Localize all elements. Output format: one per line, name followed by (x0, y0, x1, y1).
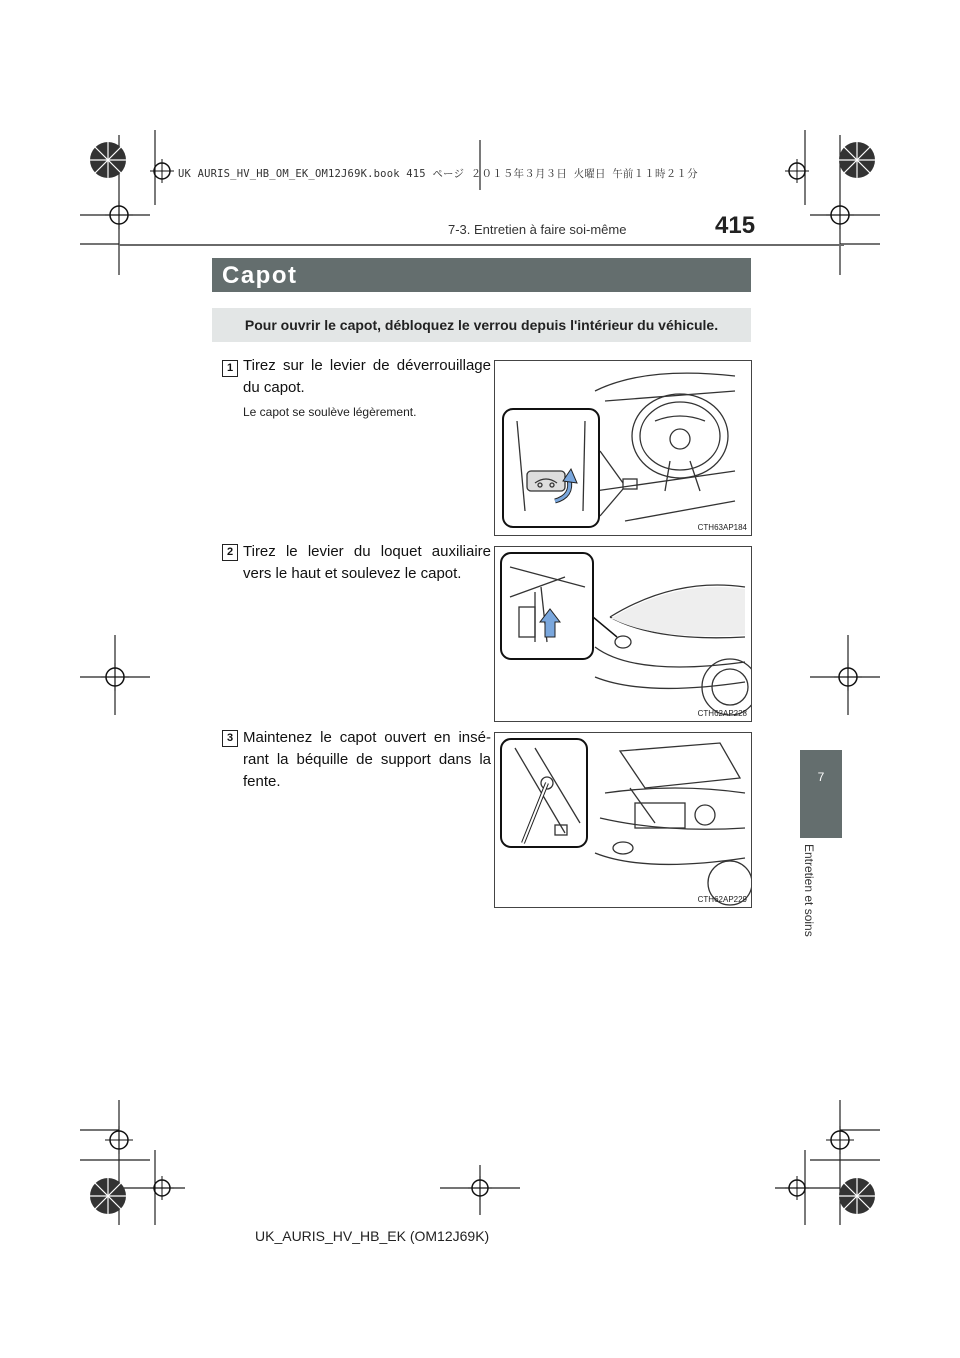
auxiliary-latch-illustration (495, 547, 751, 721)
chapter-label-text: Entretien et soins (802, 844, 816, 937)
step-1-text: Tirez sur le levier de déverrouillage du capot. (243, 357, 491, 396)
page-number: 415 (715, 212, 756, 239)
figure-auxiliary-latch (494, 546, 752, 722)
step-2-text: Tirez le levier du loquet auxiliaire vers le haut et soulevez le capot. (243, 543, 491, 582)
step-2-badge: 2 (222, 544, 238, 561)
header-rule (119, 244, 844, 246)
step-3-text: Maintenez le capot ouvert en insé-rant la béquille de support dans la fente. (243, 729, 491, 790)
footer-model-code: UK_AURIS_HV_HB_EK (OM12J69K) (255, 1228, 490, 1244)
chapter-tab (800, 750, 842, 838)
figure-support-rod (494, 732, 752, 908)
step-1-badge: 1 (222, 360, 238, 377)
title-bar (212, 258, 751, 292)
figure-3-code: CTH62AP229 (697, 895, 747, 904)
page-title: Capot (222, 262, 298, 289)
chapter-number: 7 (817, 770, 825, 784)
figure-2-code: CTH62AP228 (697, 709, 747, 718)
step-3-badge: 3 (222, 730, 238, 747)
step-1-note: Le capot se soulève légèrement. (243, 405, 417, 419)
chapter-label (802, 844, 832, 954)
figure-hood-release-lever (494, 360, 752, 536)
print-info: UK AURIS_HV_HB_OM_EK_OM12J69K.book 415 ページ ２０１５年３月３日 火曜日 午前１１時２１分 (178, 168, 698, 180)
figure-1-code: CTH63AP184 (697, 523, 747, 532)
support-rod-illustration (495, 733, 751, 907)
intro-box (212, 308, 751, 342)
intro-text: Pour ouvrir le capot, débloquez le verrou depuis l'intérieur du véhicule. (244, 317, 719, 333)
section-path: 7-3. Entretien à faire soi-même (448, 222, 627, 237)
hood-release-illustration (495, 361, 751, 535)
